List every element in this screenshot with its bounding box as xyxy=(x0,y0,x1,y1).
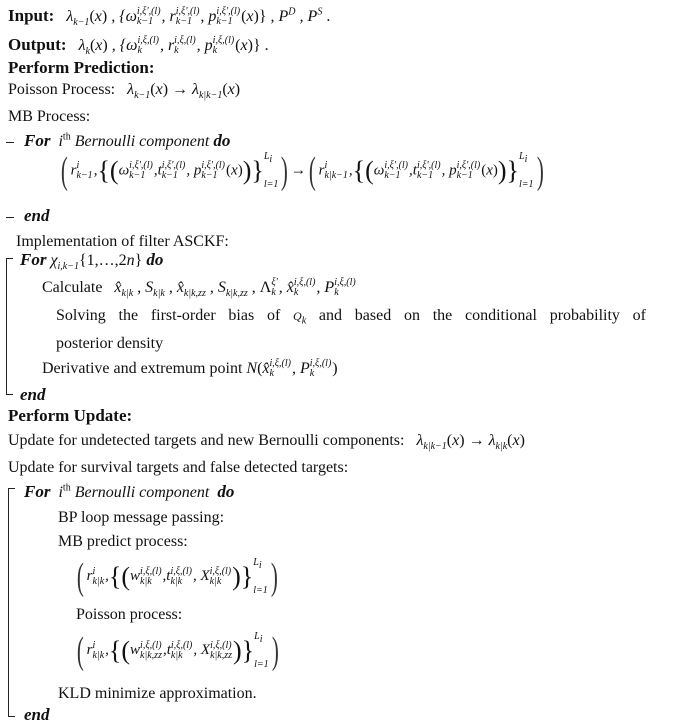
bracket-bottom-tick xyxy=(8,716,15,717)
undetected-label: Update for undetected targets and new Bernoulli components: xyxy=(8,432,405,449)
solving-line xyxy=(56,306,646,326)
derivative-label: Derivative and extremum point xyxy=(42,360,243,377)
derivative-line xyxy=(42,359,338,379)
bracket-bottom-tick xyxy=(6,394,13,395)
for-subject-sup: th xyxy=(62,482,71,494)
prediction-heading: Perform Prediction: xyxy=(8,58,155,77)
do-keyword: do xyxy=(146,250,164,269)
undetected-expression: $\lambda_{k|k-1}(x) \to \lambda_{k|k}(x)$ xyxy=(408,432,525,453)
input-line xyxy=(8,6,330,27)
bracket-top-tick xyxy=(8,488,15,489)
solving-text-a: Solving the first-order bias of xyxy=(56,307,281,324)
output-label: Output: xyxy=(8,35,67,54)
block-dash-marker xyxy=(6,142,14,143)
input-label: Input: xyxy=(8,6,55,25)
poisson-process-label: Poisson Process: xyxy=(8,81,116,98)
for-text: Bernoulli component xyxy=(74,133,210,150)
poisson-process-expression: ( r i k|k ,{(w i,ξ,(l) k|k,zz ,t i,ξ,(l) k|k , X i,ξ,(l) k|k,zz )} $L_i$ l=1 ) xyxy=(76,629,279,672)
poisson-process-label: Poisson process: xyxy=(76,606,183,623)
survival-label: Update for survival targets and false detected targets: xyxy=(8,459,349,476)
for-subject-sup: th xyxy=(62,131,71,143)
solving-text-b: and based on the conditional probability of xyxy=(318,307,647,324)
end-keyword: end xyxy=(24,705,50,724)
mb-predict-expression: ( r i k|k ,{(w i,ξ,(l) k|k ,t i,ξ,(l) k|k , X i,ξ,(l) k|k )} $L_i$ l=1 ) xyxy=(76,555,278,598)
asckf-heading: Implementation of filter ASCKF: xyxy=(16,233,229,250)
for-text: Bernoulli component xyxy=(74,484,210,501)
undetected-line xyxy=(8,431,525,451)
poisson-process-line xyxy=(8,80,240,100)
for-expression: $\chi_{i,k-1}\{1,\dots,2n\}$ xyxy=(50,252,143,273)
asckf-for-line xyxy=(20,250,163,271)
update-block-bracket xyxy=(8,488,9,716)
block-dash-marker xyxy=(6,217,14,218)
calculate-label: Calculate xyxy=(42,279,103,296)
output-expression: $\lambda_k(x)$ , {ω i,ξ,(l) k , r i,ξ,(l) k , p i,ξ,(l) k (x)} . xyxy=(70,35,269,58)
mb-process-label: MB Process: xyxy=(8,108,91,125)
update-for-line xyxy=(24,482,234,503)
for-keyword: For xyxy=(24,131,51,150)
kld-label: KLD minimize approximation. xyxy=(58,685,257,702)
for-keyword: For xyxy=(24,482,51,501)
for-subject: i xyxy=(58,484,63,501)
derivative-expression: N(x̂ i,ξ,(l) k , P i,ξ,(l) k ) xyxy=(246,358,338,380)
solving-q: $Q_k$ xyxy=(293,309,307,327)
calculate-line xyxy=(42,278,357,298)
end-keyword: end xyxy=(20,385,46,404)
input-expression: $\lambda_{k-1}(x)$ , {ω i,ξ',(l) k−1 , r i,ξ',(l) k−1 , p i,ξ',(l) k−1 (x)} , $P^D$ , $P^S$ . xyxy=(58,6,331,29)
update-heading: Perform Update: xyxy=(8,406,133,425)
bp-loop-label: BP loop message passing: xyxy=(58,509,225,526)
end-keyword: end xyxy=(24,206,50,225)
mb-process-expression: ( r i k−1 ,{(ω i,ξ',(l) k−1 ,t i,ξ',(l) k−1 , p i,ξ',(l) k−1 (x))} $L_i$ l=1 ) →( r i k|k−1 ,{(ω i,ξ',(l) k−1 ,t i,ξ',(l) k−1 , p i,ξ',(l) k−1 (x))} $L_i$ l=1 ) xyxy=(60,150,544,192)
do-keyword: do xyxy=(213,131,231,150)
poisson-process-expression: $\lambda_{k-1}(x) \to \lambda_{k|k-1}(x)$ xyxy=(119,81,241,102)
mb-predict-label: MB predict process: xyxy=(58,533,188,550)
for-keyword: For xyxy=(20,250,47,269)
calculate-expression: $x̂_{k|k}$ , $S_{k|k}$ , $x̂_{k|k,zz}$ , $S_{k|k,zz}$ , Λ ξ' k , x̂ i,ξ,(l) k , P i,ξ,(l) k xyxy=(106,277,356,300)
prediction-for-line xyxy=(24,131,230,152)
asckf-block-bracket xyxy=(6,258,7,394)
for-subject: i xyxy=(58,133,63,150)
solving-line-2: posterior density xyxy=(56,335,164,352)
do-keyword: do xyxy=(217,482,235,501)
output-line xyxy=(8,35,269,56)
bracket-top-tick xyxy=(6,258,13,259)
